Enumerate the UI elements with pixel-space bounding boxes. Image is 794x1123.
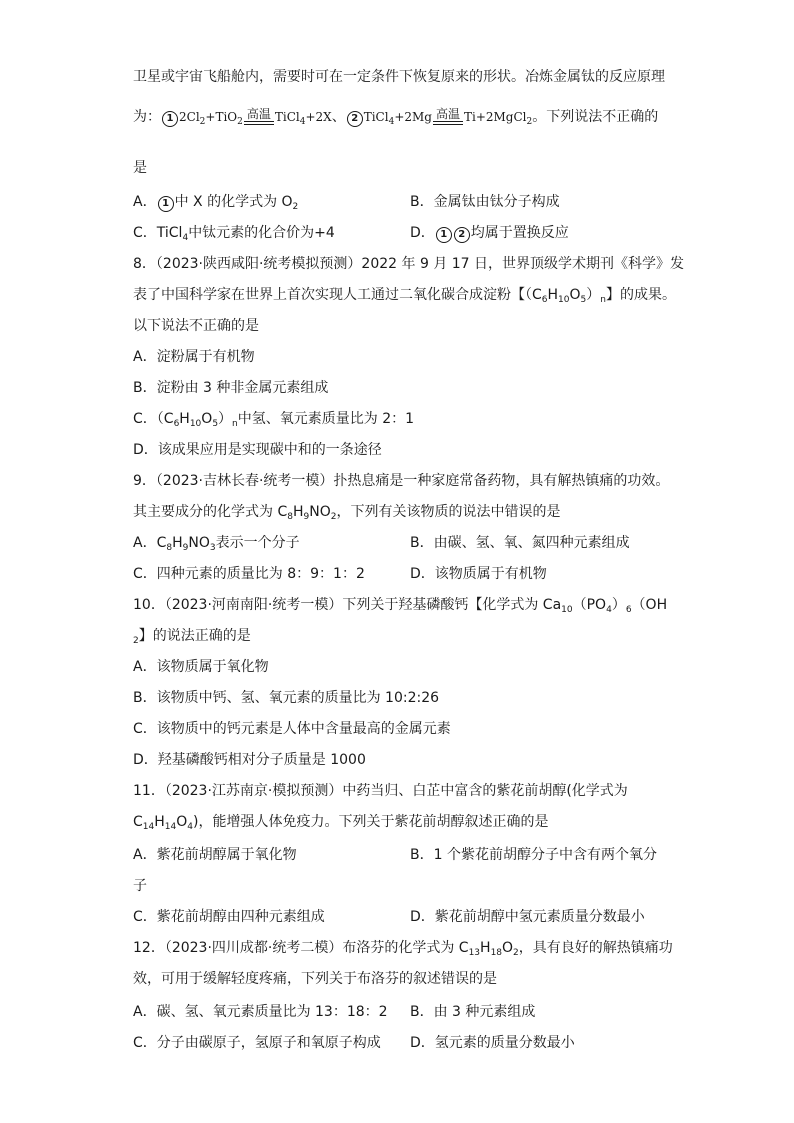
q8-option-b: B．淀粉由 3 种非金属元素组成: [133, 380, 329, 396]
q8-stem-line1: 8．（2023·陕西咸阳·统考模拟预测）2022 年 9 月 17 日，世界顶级学术期刊《科学》发: [133, 256, 685, 272]
equation-1: $2Cl_2+TiO_2$ 高温 TiCl$_4$+2X: [179, 110, 332, 124]
q7-option-a: A． 1 中 X 的化学式为 $O_2$: [133, 194, 299, 212]
q8-stem-line3: 以下说法不正确的是: [133, 318, 259, 334]
q10-option-c: C．该物质中的钙元素是人体中含量最高的金属元素: [133, 721, 451, 737]
q11-stem-line1: 11．（2023·江苏南京·模拟预测）中药当归、白芷中富含的紫花前胡醇(化学式为: [133, 783, 628, 799]
q12-option-c: C．分子由碳原子，氢原子和氧原子构成: [133, 1035, 381, 1051]
q10-option-d: D．羟基磷酸钙相对分子质量是 1000: [133, 752, 366, 768]
q10-stem-line2: $_2$】的说法正确的是: [133, 628, 251, 646]
q9-option-d: D．该物质属于有机物: [410, 566, 547, 582]
q8-option-d: D．该成果应用是实现碳中和的一条途径: [133, 442, 382, 458]
q11-option-b: B．1 个紫花前胡醇分子中含有两个氧分: [410, 847, 657, 863]
reaction-condition: 高温: [433, 107, 463, 130]
q9-stem-line1: 9．（2023·吉林长春·统考一模）扑热息痛是一种家庭常备药物，具有解热镇痛的功效。: [133, 473, 670, 489]
q7-text: 卫星或宇宙飞船舱内，需要时可在一定条件下恢复原来的形状。冶炼金属钛的反应原理: [133, 69, 665, 85]
q7-option-d: D． 1 2 均属于置换反应: [410, 225, 569, 241]
q12-option-b: B．由 3 种元素组成: [410, 1004, 536, 1020]
q12-option-d: D．氢元素的质量分数最小: [410, 1035, 575, 1051]
equation-2: TiCl$_4$+2Mg 高温 Ti+2MgCl$_2$: [364, 110, 533, 124]
q7-stem-line1: [133, 67, 665, 87]
circled-number-icon: 2: [347, 111, 363, 127]
q11-option-c: C．紫花前胡醇由四种元素组成: [133, 909, 325, 925]
q7-option-c: C．TiCl$_4$中钛元素的化合价为+4: [133, 225, 335, 243]
q11-option-a: A．紫花前胡醇属于氧化物: [133, 847, 297, 863]
q8-option-c: C．$(C_6H_{10}O_5)_n$中氢、氧元素质量比为 2：1: [133, 411, 415, 429]
q7-stem-line3: 是: [133, 160, 147, 176]
q8-option-a: A．淀粉属于有机物: [133, 349, 255, 365]
q7-reaction-prefix: 为：: [133, 109, 161, 125]
q11-option-d: D．紫花前胡醇中氢元素质量分数最小: [410, 909, 645, 925]
circled-number-icon: 1: [162, 111, 178, 127]
q8-stem-line2: 表了中国科学家在世界上首次实现人工通过二氧化碳合成淀粉【$(C_6H_{10}O_5)_n$】的成果。: [133, 287, 676, 305]
q7-option-b: B．金属钛由钛分子构成: [410, 194, 560, 210]
q10-stem-line1: 10．（2023·河南南阳·统考一模）下列关于羟基磷酸钙【化学式为 $Ca_{10}(PO_4)_6(OH$: [133, 597, 668, 615]
q9-option-a: A．$C_8H_9NO_3$表示一个分子: [133, 535, 300, 553]
reaction-condition: 高温: [244, 107, 274, 130]
q10-option-a: A．该物质属于氧化物: [133, 659, 269, 675]
q7-reaction-line: 为： 1 $2Cl_2+TiO_2$ 高温 TiCl$_4$+2X、 2 TiCl$_4$+2Mg 高温 Ti+2MgCl$_2$。下列说法不正确的: [133, 104, 658, 130]
q12-option-a: A．碳、氢、氧元素质量比为 13：18：2: [133, 1004, 388, 1020]
q11-option-b-wrap: 子: [133, 878, 147, 894]
q12-stem-line2: 效，可用于缓解轻度疼痛，下列关于布洛芬的叙述错误的是: [133, 971, 497, 987]
circled-number-icon: 2: [454, 227, 470, 243]
q11-stem-line2: $C_{14}H_{14}O_4$)，能增强人体免疫力。下列关于紫花前胡醇叙述正确的是: [133, 814, 549, 832]
circled-number-icon: 1: [158, 196, 174, 212]
q9-stem-line2: 其主要成分的化学式为 $C_8H_9NO_2$，下列有关该物质的说法中错误的是: [133, 504, 561, 522]
q12-stem-line1: 12．（2023·四川成都·统考二模）布洛芬的化学式为 $C_{13}H_{18}O_2$，具有良好的解热镇痛功: [133, 940, 673, 958]
q9-option-c: C．四种元素的质量比为 8：9：1：2: [133, 566, 365, 582]
circled-number-icon: 1: [436, 227, 452, 243]
q10-option-b: B．该物质中钙、氢、氧元素的质量比为 10:2:26: [133, 690, 440, 706]
q9-option-b: B．由碳、氢、氧、氮四种元素组成: [410, 535, 630, 551]
